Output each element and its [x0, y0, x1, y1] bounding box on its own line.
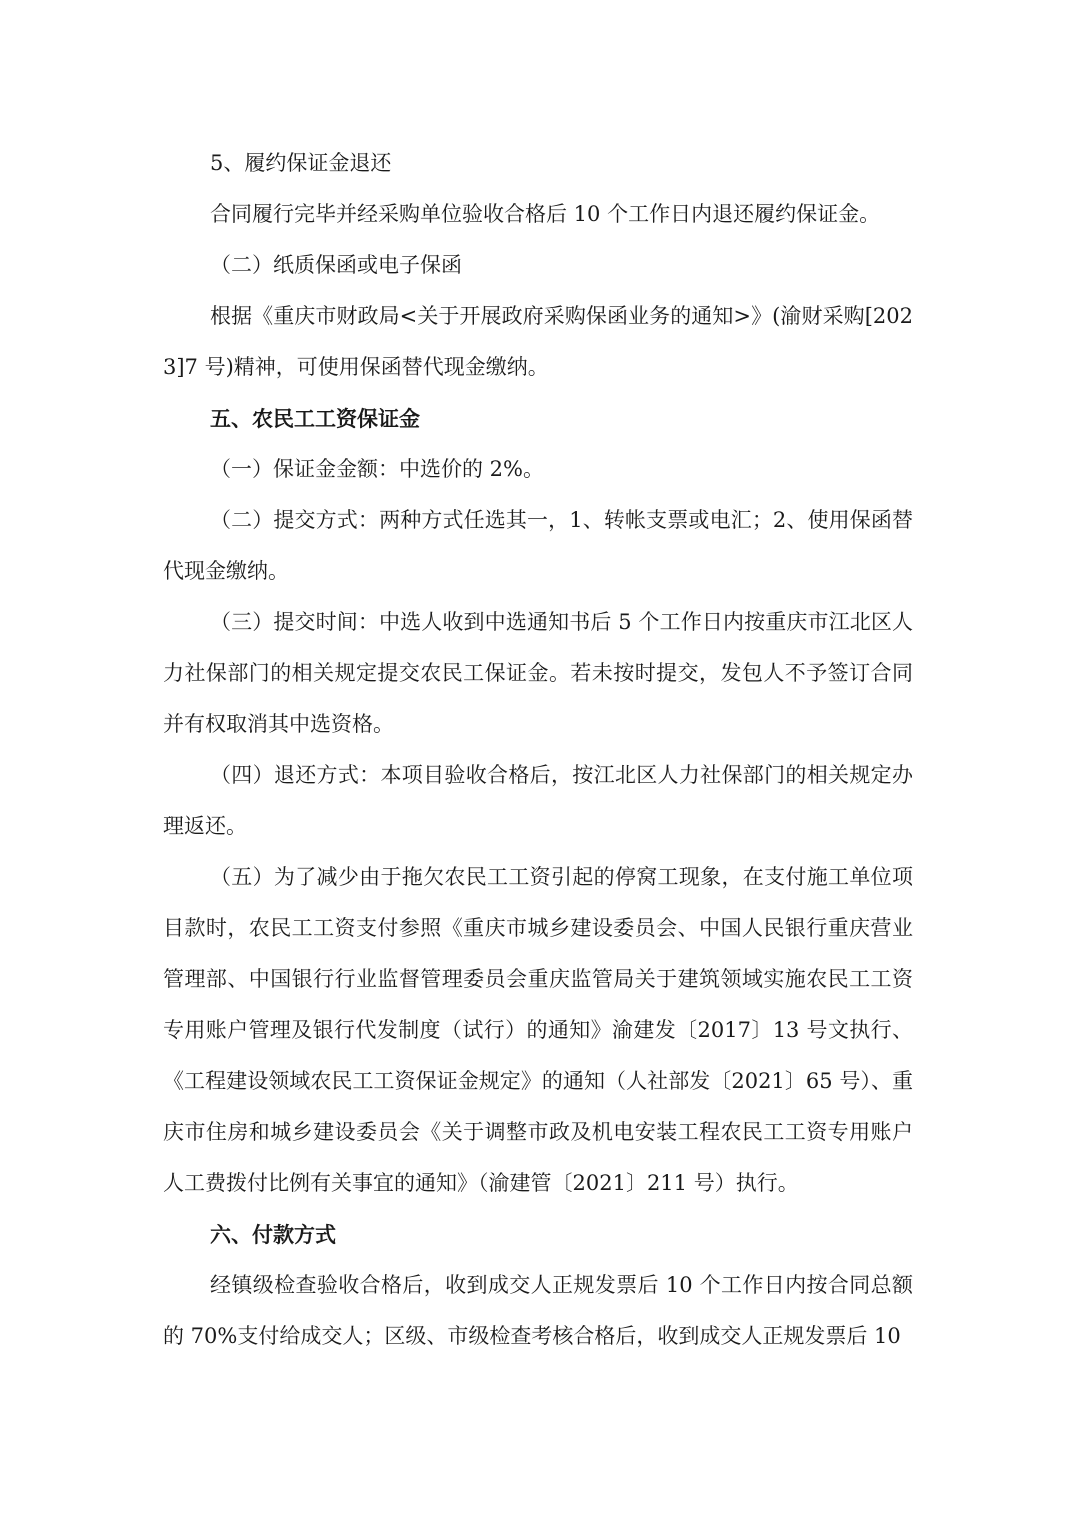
paragraph-refund-terms: 合同履行完毕并经采购单位验收合格后 10 个工作日内退还履约保证金。 — [210, 202, 881, 226]
paragraph-refund-method: （四）退还方式：本项目验收合格后，按江北区人力社保部门的相关规定办理返还。 — [163, 763, 913, 838]
section-heading-guarantee: （二）纸质保函或电子保函 — [210, 253, 462, 277]
document-body — [163, 138, 913, 1362]
paragraph-deposit-amount: （一）保证金金额：中选价的 2%。 — [210, 457, 544, 481]
paragraph-guarantee-basis: 根据《重庆市财政局<关于开展政府采购保函业务的通知>》(渝财采购[2023]7 号)精神，可使用保函替代现金缴纳。 — [163, 304, 913, 379]
section-heading-wage-deposit: 五、农民工工资保证金 — [210, 406, 420, 431]
paragraph-submission-method: （二）提交方式：两种方式任选其一，1、转帐支票或电汇；2、使用保函替代现金缴纳。 — [163, 508, 913, 583]
section-heading-refund: 5、履约保证金退还 — [210, 151, 392, 175]
paragraph-submission-time: （三）提交时间：中选人收到中选通知书后 5 个工作日内按重庆市江北区人力社保部门的相关规定提交农民工保证金。若未按时提交，发包人不予签订合同并有权取消其中选资格。 — [163, 610, 913, 736]
section-heading-payment: 六、付款方式 — [210, 1222, 336, 1247]
paragraph-wage-payment: （五）为了减少由于拖欠农民工工资引起的停窝工现象，在支付施工单位项目款时，农民工工资支付参照《重庆市城乡建设委员会、中国人民银行重庆营业管理部、中国银行行业监督管理委员会重庆监管局关于建筑领域实施农民工工资专用账户管理及银行代发制度（试行）的通知》渝建发〔2017〕13 号文执行、《工程建设领域农民工工资保证金规定》的通知（人社部发〔2021〕65 号）、重庆市住房和城乡建设委员会《关于调整市政及机电安装工程农民工工资专用账户人工费拨付比例有关事宜的通知》（渝建管〔2021〕211 号）执行。 — [163, 865, 913, 1195]
paragraph-payment-terms: 经镇级检查验收合格后，收到成交人正规发票后 10 个工作日内按合同总额的 70%支付给成交人；区级、市级检查考核合格后，收到成交人正规发票后 10 — [163, 1273, 913, 1348]
